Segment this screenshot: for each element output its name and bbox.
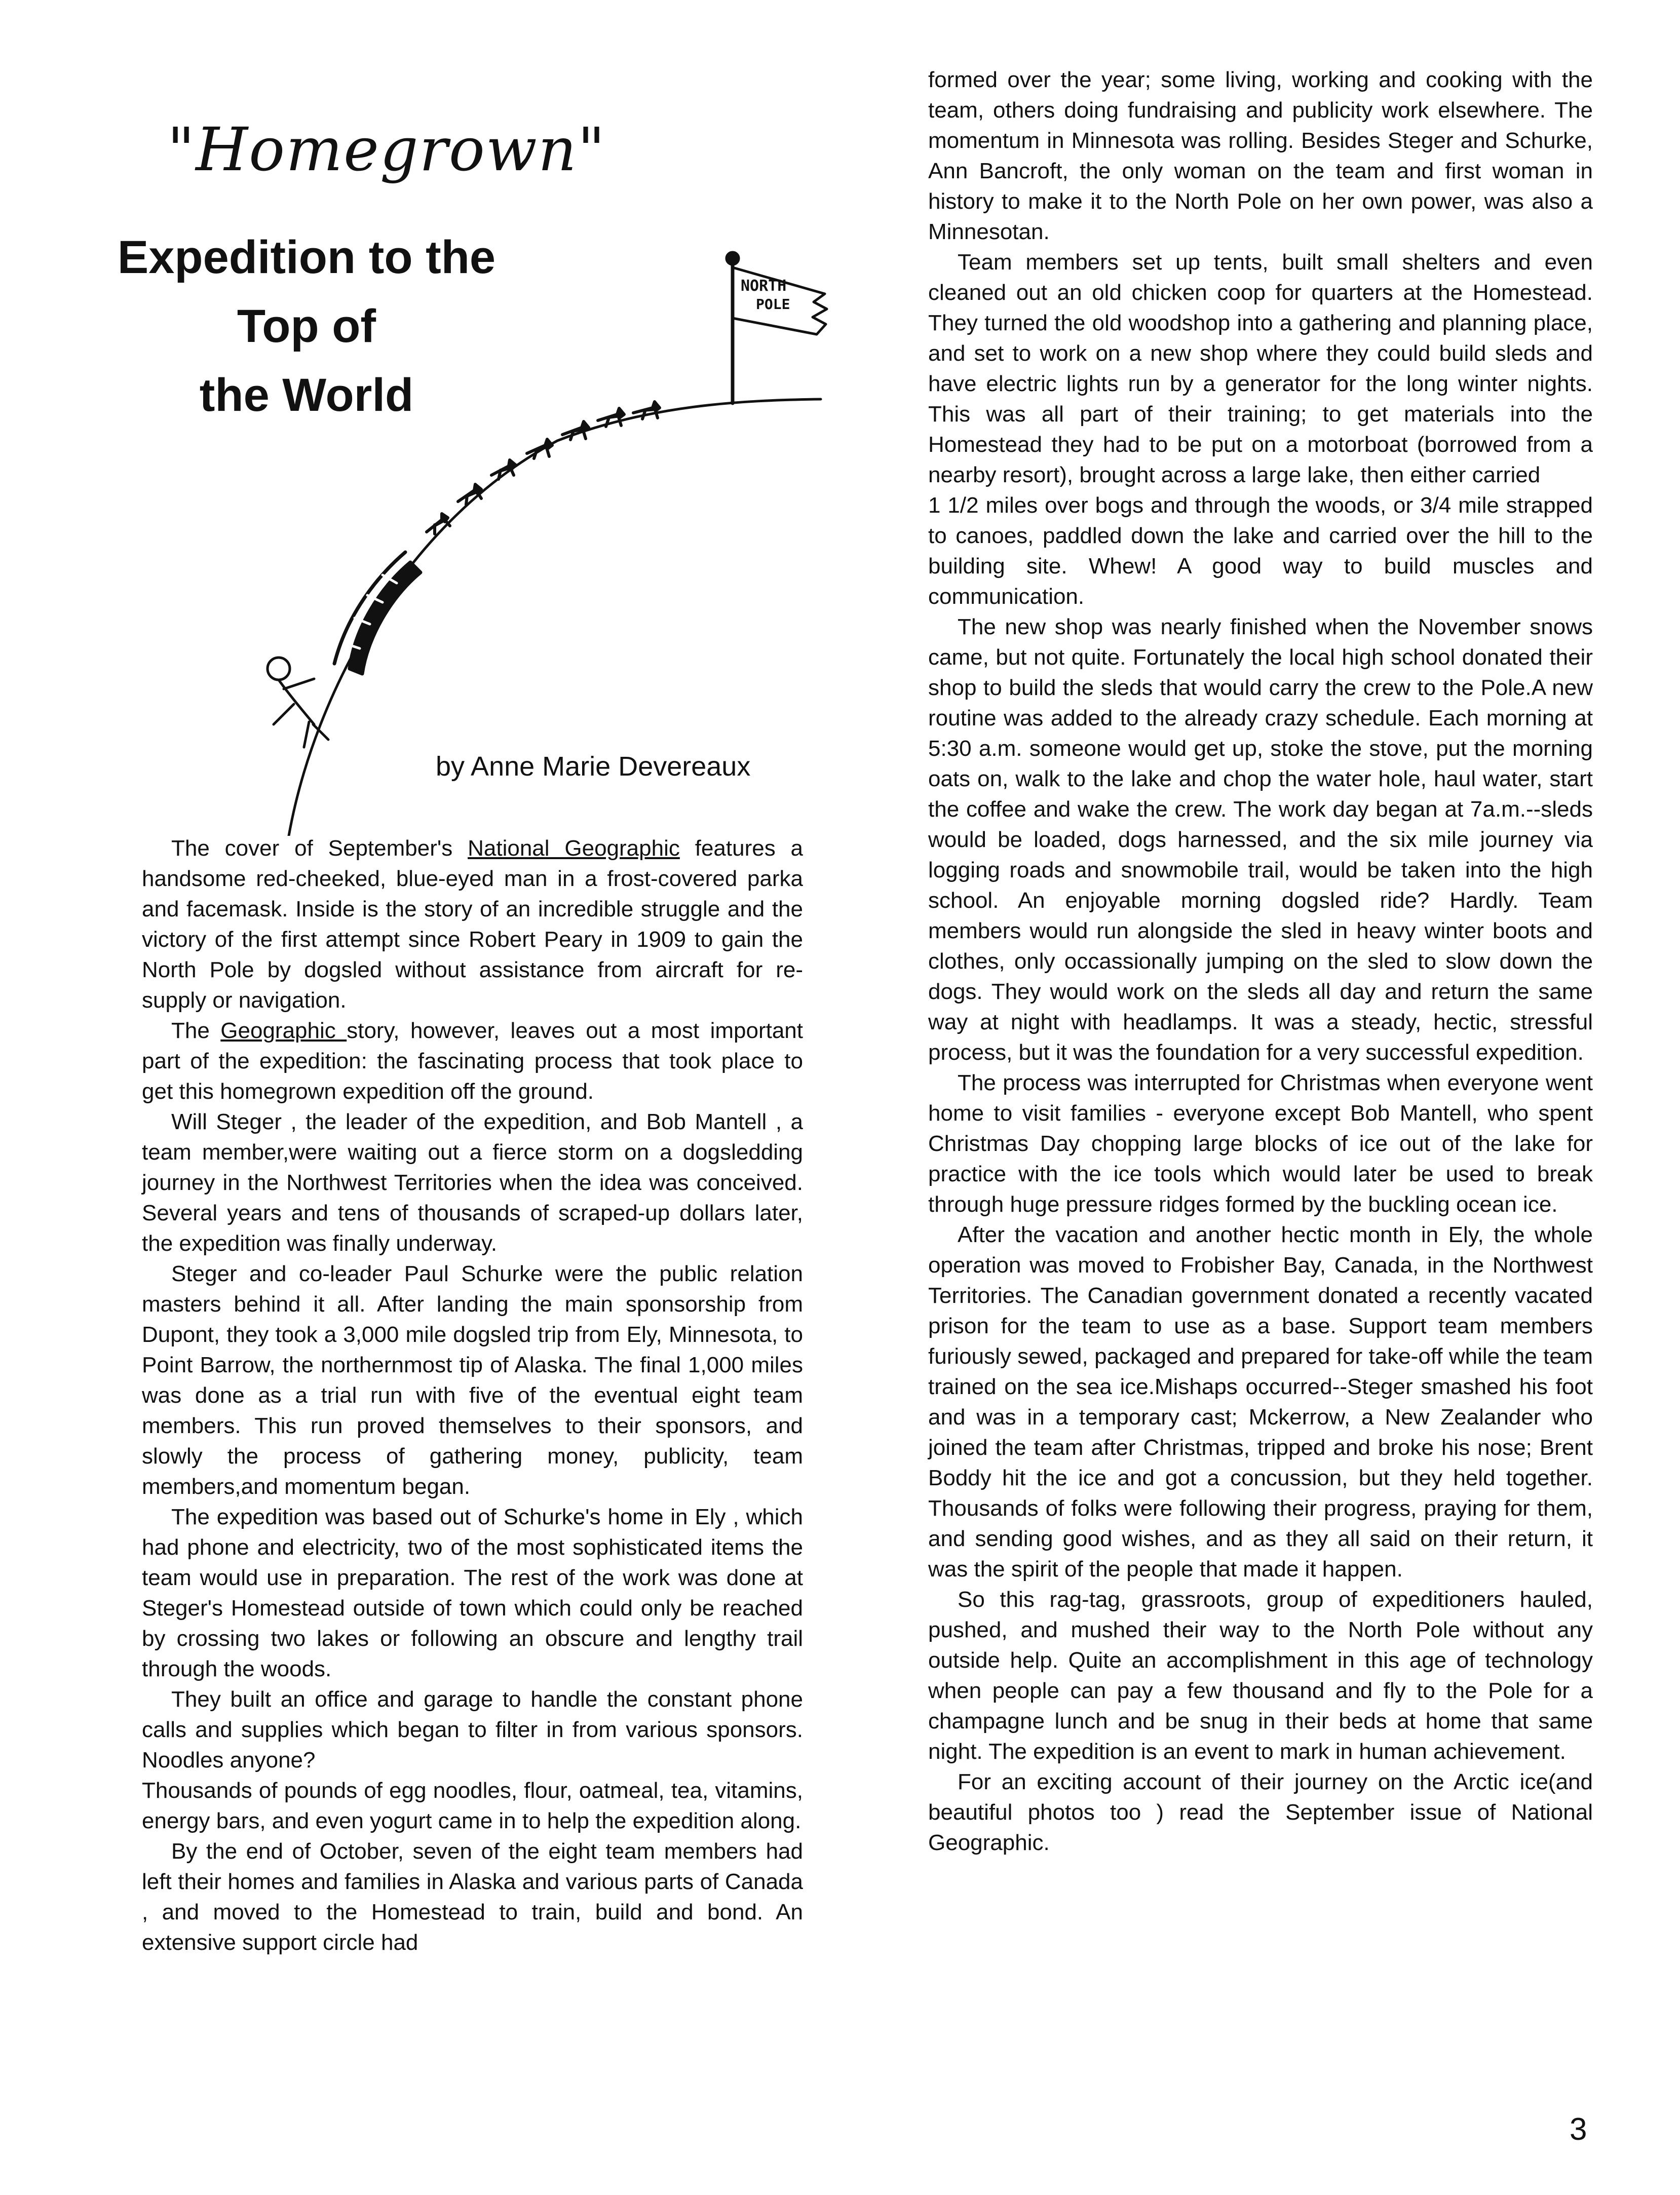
dogsled-illustration xyxy=(193,238,892,836)
paragraph: Will Steger , the leader of the expedition, and Bob Mantell , a team member,were waiting out a fierce storm on a dogsledding journey in the Northwest Territories when the idea was conceived. Several years and tens of thousands of scraped-up dollars later, the expedition was finally underway. xyxy=(142,1109,803,1256)
musher-body xyxy=(274,679,328,747)
paragraph: They built an office and garage to handle the constant phone calls and supplies which began to filter in from various sponsors. Noodles anyone? xyxy=(142,1687,803,1773)
paragraph: The new shop was nearly finished when the November snows came, but not quite. Fortunately the local high school donated their shop to build the sleds that would carry the crew to the Pole.A new routine was added to the already crazy schedule. Each morning at 5:30 a.m. someone would get up, stoke the stove, put the morning oats on, walk to the lake and chop the water hole, haul water, start the coffee and wake the crew. The work day began at 7a.m.--sleds would be loaded, dogs harnessed, and the six mile journey via logging roads and snowmobile trail, would be taken into the high school. An enjoyable morning dogsled ride? Hardly. Team members would run alongside the sled in heavy winter boots and clothes, only occassionally jumping on the sled to slow down the dogs. They would work on the sleds all day and return the same way at night with headlamps. It was a steady, hectic, stressful process, but it was the foundation for a very successful expedition. xyxy=(928,614,1593,1065)
text-run: The xyxy=(171,1018,221,1043)
flag-pole-knob xyxy=(727,252,739,264)
paragraph: Team members set up tents, built small shelters and even cleaned out an old chicken coop for quarters at the Homestead. They turned the old woodshop into a gathering and planning place, and set to work on a new shop where they could build sleds and have electric lights run by a generator for the long winter nights. This was all part of their training; to get materials into the Homestead they had to be put on a motorboat (borrowed from a nearby resort), brought across a large lake, then either carried xyxy=(928,250,1593,487)
title-line: the World xyxy=(199,369,414,421)
text-run: story, however, leaves out a most important part of the expedition: the fascinating process that took place to get this homegrown expedition off the ground. xyxy=(142,1018,803,1104)
flag-text-north: NORTH xyxy=(741,277,787,295)
publication-title: Geographic xyxy=(220,1018,347,1043)
paragraph xyxy=(142,833,803,1016)
loaded-sled xyxy=(334,552,421,674)
paragraph: 1 1/2 miles over bogs and through the woods, or 3/4 mile strapped to canoes, paddled down the lake and carried over the hill to the building site. Whew! A good way to build muscles and communication. xyxy=(928,493,1593,609)
paragraph: The process was interrupted for Christmas when everyone went home to visit families - everyone except Bob Mantell, who spent Christmas Day chopping large blocks of ice out of the lake for practice with the ice tools which would later be used to break through huge pressure ridges formed by the buckling ocean ice. xyxy=(928,1070,1593,1217)
publication-title: National Geographic xyxy=(468,836,680,861)
dog-team xyxy=(427,402,660,534)
paragraph: The expedition was based out of Schurke's home in Ely , which had phone and electricity, two of the most sophisticated items the team would use in preparation. The rest of the work was done at Steger's Homestead outside of town which could only be reached by crossing two lakes or following an obscure and lengthy trail through the woods. xyxy=(142,1505,803,1681)
kicker-handwritten: "Homegrown" xyxy=(167,114,606,184)
paragraph: So this rag-tag, grassroots, group of expeditioners hauled, pushed, and mushed their way to the North Pole without any outside help. Quite an accomplishment in this age of technology when people can pay a few thousand and fly to the Pole for a champagne lunch and be snug in their beds at home that same night. The expedition is an event to mark in human achievement. xyxy=(928,1587,1593,1764)
page-number: 3 xyxy=(1570,2112,1587,2147)
title-line: Expedition to the xyxy=(117,232,496,283)
byline: by Anne Marie Devereaux xyxy=(436,751,751,782)
right-column xyxy=(928,65,1593,1858)
paragraph: After the vacation and another hectic month in Ely, the whole operation was moved to Frobisher Bay, Canada, in the Northwest Territories. The Canadian government donated a recently vacated prison for the team to use as a base. Support team members furiously sewed, packaged and prepared for take-off while the team trained on the sea ice.Mishaps occurred--Steger smashed his foot and was in a temporary cast; Mckerrow, a New Zealander who joined the team after Christmas, tripped and broke his nose; Brent Boddy hit the ice and got a concussion, but they held together. Thousands of folks were following their progress, praying for them, and sending good wishes, and as they all said on their return, it was the spirit of the people that made it happen. xyxy=(928,1222,1593,1582)
musher-head xyxy=(268,658,290,680)
dog-icon xyxy=(427,514,450,534)
left-column xyxy=(142,833,803,1958)
text-run: The cover of September's xyxy=(171,836,468,861)
title-line: Top of xyxy=(237,300,376,352)
text-run: features a handsome red-cheeked, blue-eyed man in a frost-covered parka and facemask. Inside is the story of an incredible struggle and the victory of the first attempt since Robert Peary in 1909 to gain the North Pole by dogsled without assistance from aircraft for re-supply or navigation. xyxy=(142,836,804,1013)
paragraph: Thousands of pounds of egg noodles, flour, oatmeal, tea, vitamins, energy bars, and even yogurt came in to help the expedition along. xyxy=(142,1778,803,1833)
paragraph xyxy=(142,1016,803,1107)
musher-figure xyxy=(268,658,328,747)
sled-load xyxy=(350,562,421,674)
paragraph: For an exciting account of their journey on the Arctic ice(and beautiful photos too ) read the September issue of National Geographic. xyxy=(928,1769,1593,1855)
flag-text-pole: POLE xyxy=(756,296,790,313)
paragraph: By the end of October, seven of the eight team members had left their homes and families in Alaska and various parts of Canada , and moved to the Homestead to train, build and bond. An extensive support circle had xyxy=(142,1839,803,1955)
paragraph: formed over the year; some living, working and cooking with the team, others doing fundraising and publicity work elsewhere. The momentum in Minnesota was rolling. Besides Steger and Schurke, Ann Bancroft, the only woman on the team and first woman in history to make it to the North Pole on her own power, was also a Minnesotan. xyxy=(928,67,1593,244)
paragraph: Steger and co-leader Paul Schurke were the public relation masters behind it all. After landing the main sponsorship from Dupont, they took a 3,000 mile dogsled trip from Ely, Minnesota, to Point Barrow, the northernmost tip of Alaska. The final 1,000 miles was done as a trial run with five of the eventual eight team members. This run proved themselves to their sponsors, and slowly the process of gathering money, publicity, team members,and momentum began. xyxy=(142,1261,803,1499)
